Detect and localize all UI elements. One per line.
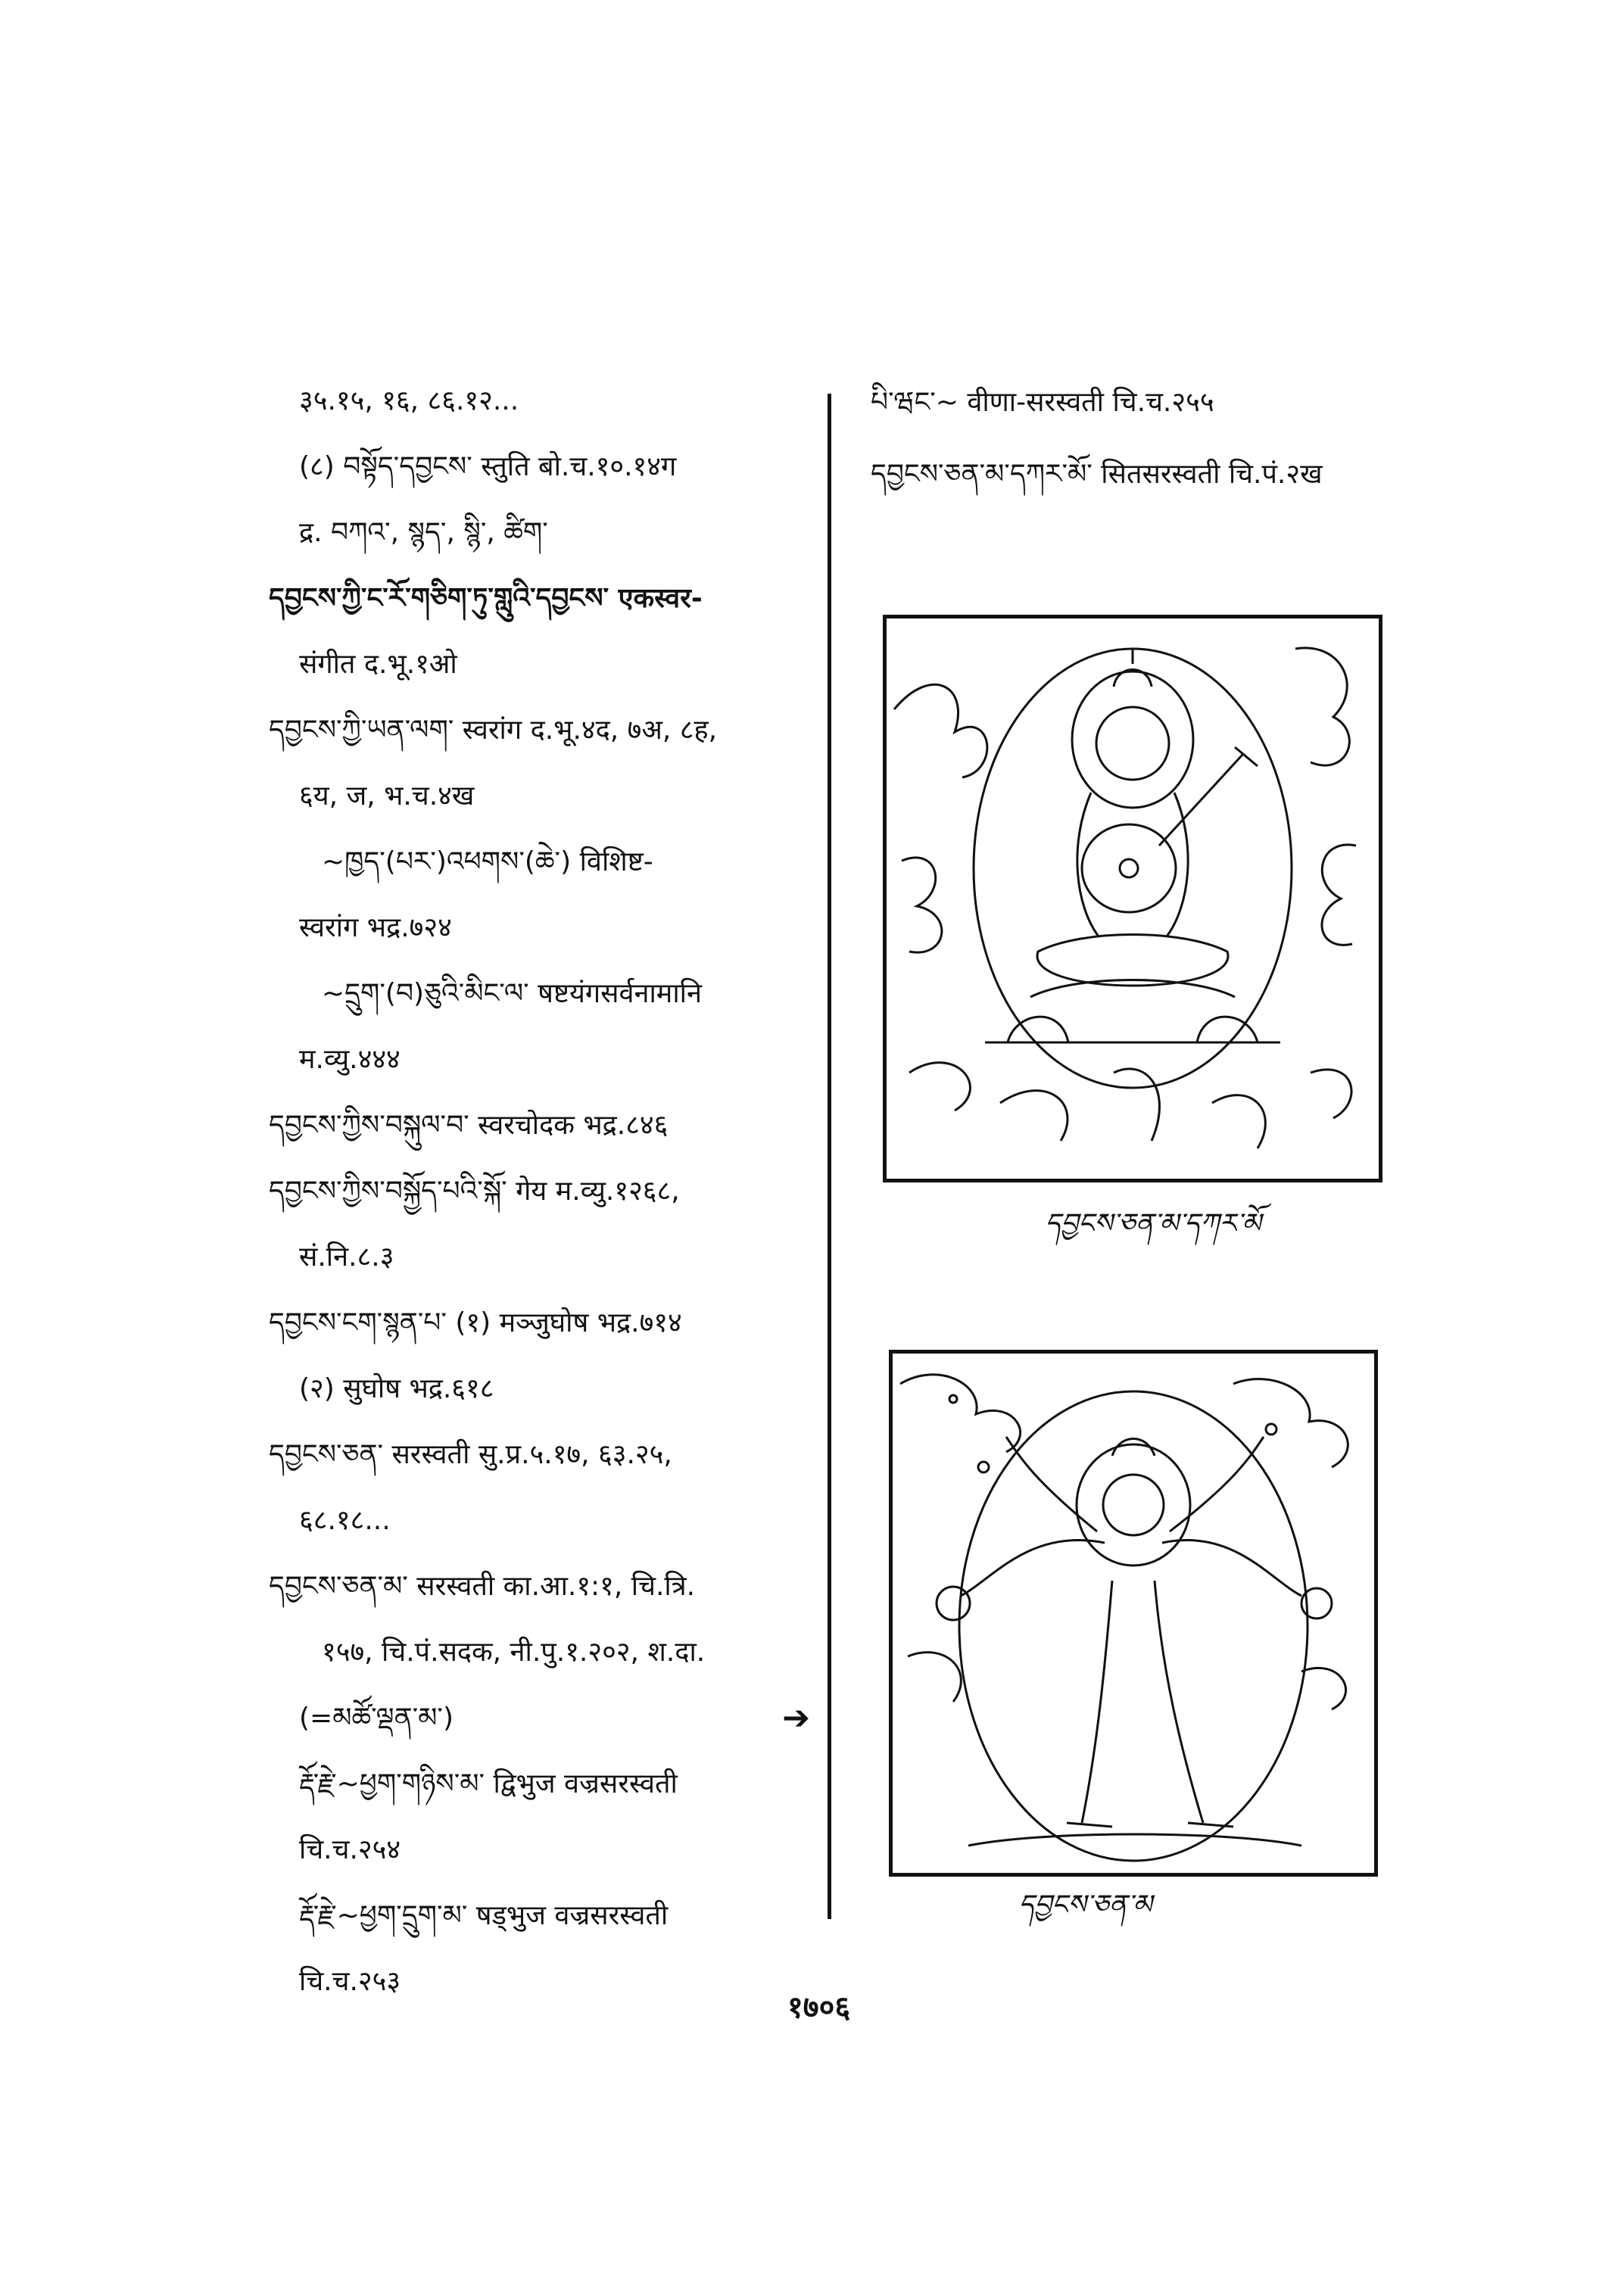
- right-column: [871, 386, 1446, 530]
- entry-20: (=མཚོ་ལྡན་མ་) ➔: [299, 1699, 810, 1737]
- entry-17: ६८.१८...: [299, 1505, 391, 1536]
- entry-0: ३५.१५, १६, ८६.१२...: [299, 385, 519, 416]
- entry-13: सं.नि.८.३: [299, 1242, 394, 1273]
- standing-deity-drawing: [893, 1354, 1374, 1873]
- illustration-white-sarasvati: [883, 615, 1382, 1182]
- right-entry-1: དབྱངས་ཅན་མ་དཀར་མོ་ सितसरस्वती चि.पं.२ख: [871, 459, 1323, 490]
- left-column: [269, 386, 810, 2033]
- entry-1: (८) བསྟོད་དབྱངས་ स्तुति बो.च.१०.१४ग: [299, 451, 677, 482]
- illustration-vajra-sarasvati: [889, 1350, 1378, 1877]
- entry-14: དབྱངས་ངག་སྙན་པ་ (१) मञ्जुघोष भद्र.७१४: [269, 1307, 682, 1338]
- entry-6: ६य, ज, भ.च.४ख: [299, 780, 475, 812]
- entry-5: དབྱངས་ཀྱི་ཡན་ལག་ स्वरांग द.भू.४द, ७अ, ८ह,: [269, 715, 718, 746]
- entry-15: (२) सुघोष भद्र.६१८: [299, 1373, 494, 1404]
- entry-16: དབྱངས་ཅན་ सरस्वती सु.प्र.५.१७, ६३.२५,: [269, 1439, 672, 1470]
- entry-22: चि.च.२५४: [299, 1834, 401, 1865]
- entry-21: རྡོ་རྗེ་~ཕྱག་གཉིས་མ་ द्विभुज वज्रसरस्वती: [299, 1768, 678, 1799]
- entry-10: म.व्यु.४४४: [299, 1044, 401, 1075]
- entry-8: स्वरांग भद्र.७२४: [299, 912, 452, 943]
- plate2-caption: དབྱངས་ཅན་མ: [1018, 1890, 1152, 1921]
- right-entry-0: པི་ཝང་~ वीणा-सरस्वती चि.च.२५५: [871, 387, 1214, 418]
- entry-11: དབྱངས་ཀྱིས་བསྐུལ་བ་ स्वरचोदक भद्र.८४६: [269, 1110, 669, 1141]
- entry-24: चि.च.२५३: [299, 1966, 401, 1997]
- column-divider: [828, 394, 831, 1919]
- entry-9: ~དྲུག་(བ)ཅུའི་མིང་ལ་ षष्टयंगसर्वनामानि: [322, 978, 702, 1009]
- entry-23: རྡོ་རྗེ་~ཕྱག་དྲུག་མ་ षड्भुज वज्रसरस्वती: [299, 1900, 669, 1931]
- plate1-caption: དབྱངས་ཅན་མ་དཀར་མོ: [1045, 1208, 1261, 1239]
- page-number: १७०६: [787, 1990, 851, 2025]
- continue-arrow-icon: ➔: [782, 1699, 810, 1737]
- entry-7: ~ཁྱད་(པར་)འཕགས་(ཆེ་) विशिष्ट-: [322, 846, 653, 877]
- entry-3: དབྱངས་ཀྱི་ང་རོ་གཅིག་ཏུ་གླུའི་དབྱངས་ एकस्वर-: [269, 583, 703, 614]
- seated-deity-drawing: [887, 618, 1379, 1179]
- entry-18: དབྱངས་ཅན་མ་ सरस्वती का.आ.१:१, चि.त्रि.: [269, 1571, 696, 1602]
- entry-2: द्र. བཀའ་, སྙད་, སྙི་, ཚིག་: [299, 517, 548, 548]
- entry-19: १५७, चि.पं.सदक, नी.पु.१.२०२, श.दा.: [322, 1637, 706, 1668]
- entry-12: དབྱངས་ཀྱིས་བསྐྱོད་པའི་སྐོ་ गेय म.व्यु.१२६८,: [269, 1176, 680, 1207]
- entry-4: संगीत द.भू.१ओ: [299, 649, 457, 680]
